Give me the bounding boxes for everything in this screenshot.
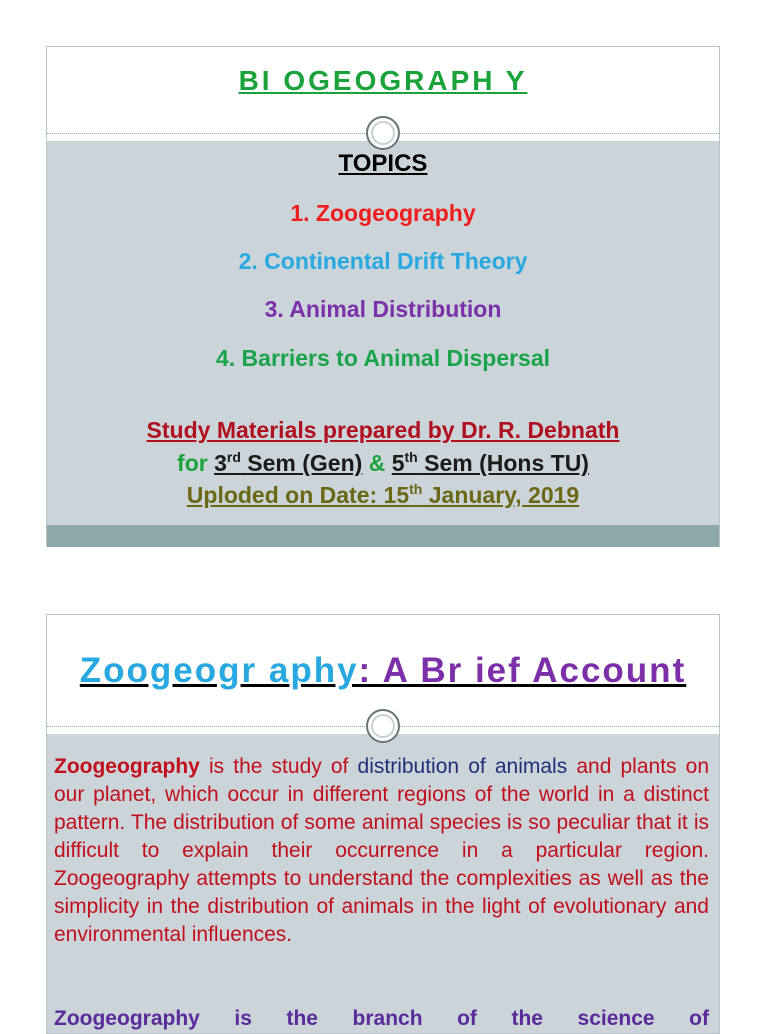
ring-icon (366, 116, 400, 150)
topic-item: 3. Animal Distribution (264, 296, 502, 322)
paragraph-definition: Zoogeography is the study of distribution of animals and plants on our planet, which occur in different regions of the world in a distinct pattern. The distribution of some animal species is so peculiar that it is difficult to explain their occurrence in a particular region. Zoogeography attempts to understand the complexities as well as the simplicity in the distribution of animals in the light of evolutionary and environmental influences. (54, 755, 710, 946)
semester-gen: 3rd Sem (Gen) (214, 449, 363, 476)
credit-line: Study Materials prepared by Dr. R. Debnath (146, 417, 620, 443)
slide-biogeography (46, 46, 720, 547)
slide-title: BI OGEOGRAPH Y (238, 65, 528, 96)
for-label: for (177, 450, 208, 476)
semester-line (47, 450, 719, 477)
slide-footer-strip (47, 525, 719, 547)
topic-item: 4. Barriers to Animal Dispersal (215, 345, 551, 371)
paragraph-branch: Zoogeography is the branch of the science of (54, 1007, 709, 1030)
semester-hons: 5th Sem (Hons TU) (391, 449, 589, 476)
topic-item: 2. Continental Drift Theory (238, 248, 528, 274)
topic-item: 1. Zoogeography (290, 200, 476, 226)
upload-date: Uploded on Date: 15th January, 2019 (186, 481, 580, 508)
ring-icon (366, 709, 400, 743)
slide-zoogeography (46, 614, 720, 1034)
slide-title: Zoogeogr aphy: A Br ief Account (79, 651, 687, 690)
ampersand: & (368, 450, 386, 476)
topics-heading: TOPICS (338, 150, 428, 177)
